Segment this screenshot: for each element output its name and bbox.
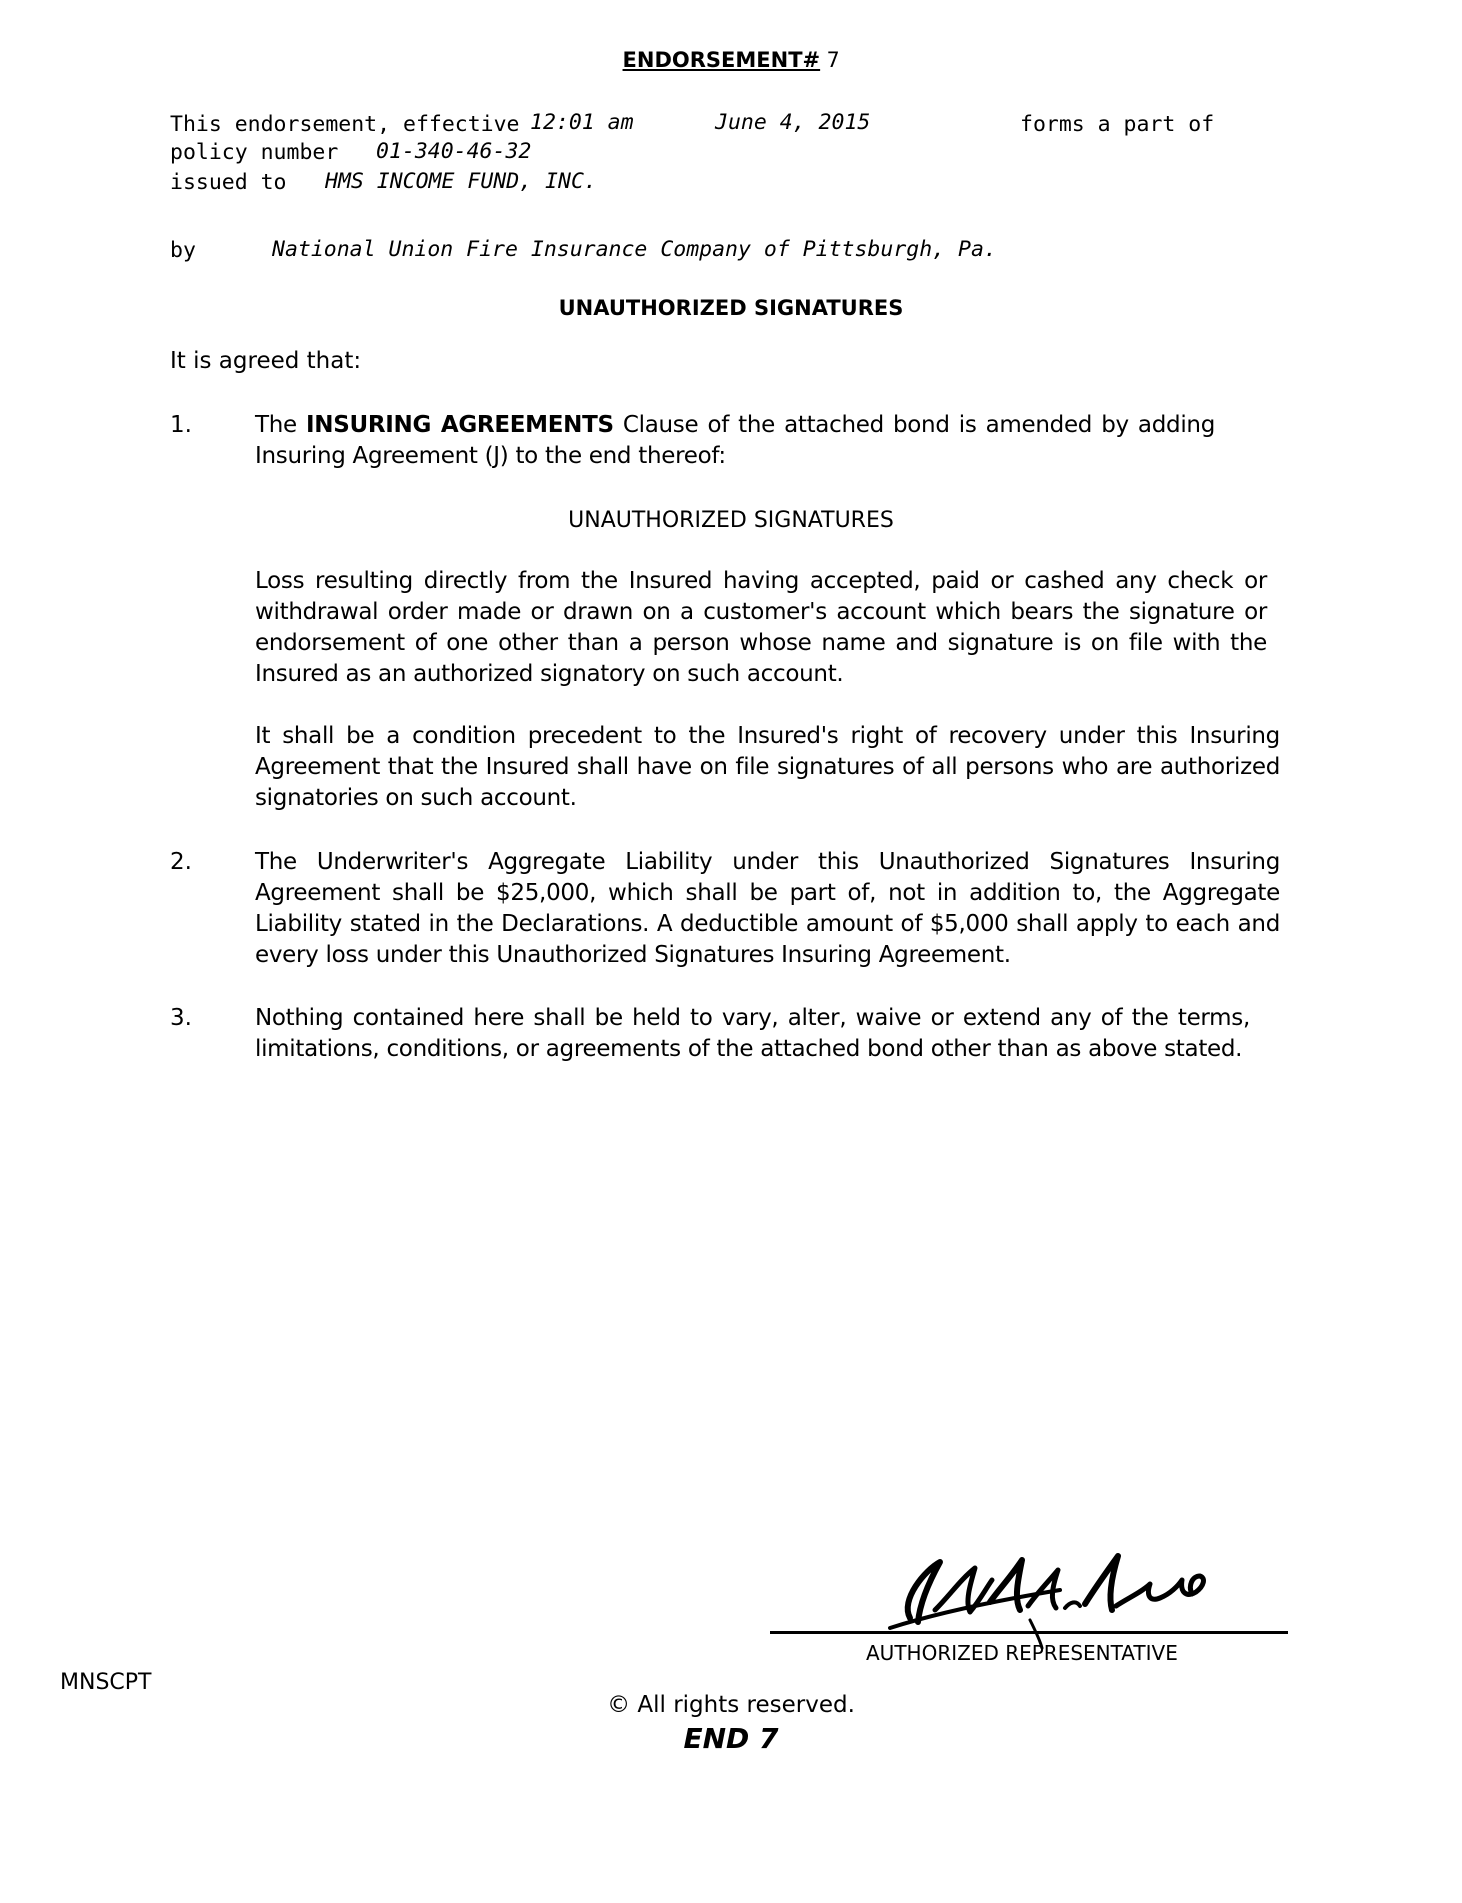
effective-time: 12:01 am <box>530 110 634 135</box>
item-2-text: The Underwriter's Aggregate Liability under this Unauthorized Signatures Insuring Agreement shall be $25,000, which shall be part of, not in addition to, the Aggregate Liability stated in the Declarations. A deductible amount of $5,000 shall apply to each and every loss under this Unauthorized Signatures Insuring Agreement. <box>255 849 1280 968</box>
effective-date: June 4, 2015 <box>715 110 871 135</box>
end-code: END 7 <box>683 1722 779 1755</box>
item-1-text: The INSURING AGREEMENTS Clause of the attached bond is amended by adding Insuring Agreement (J) to the end thereof: <box>255 412 1215 469</box>
rights-notice: © All rights reserved. <box>607 1692 855 1718</box>
insured-name: HMS INCOME FUND, INC. <box>325 169 597 194</box>
effective-prefix: This endorsement, effective <box>170 112 520 137</box>
forms-part-of: forms a part of <box>1020 112 1215 137</box>
by-label: by <box>170 238 196 263</box>
policy-number: 01-340-46-32 <box>376 139 532 164</box>
item-3-number: 3. <box>170 1005 192 1031</box>
signature-line <box>770 1631 1288 1634</box>
item-1-number: 1. <box>170 412 192 438</box>
item-1-paragraph-2: It shall be a condition precedent to the Insured's right of recovery under this Insuring Agreement that the Insured shall have on file signatures of all persons who are authorized signatories on such account. <box>255 723 1280 811</box>
endorsement-label: ENDORSEMENT# <box>622 48 821 72</box>
signature-caption: AUTHORIZED REPRESENTATIVE <box>866 1641 1178 1665</box>
item-2-number: 2. <box>170 849 192 875</box>
form-code: MNSCPT <box>60 1670 152 1695</box>
insurer-name: National Union Fire Insurance Company of Pittsburgh, Pa. <box>272 237 997 262</box>
item-3-text: Nothing contained here shall be held to vary, alter, waive or extend any of the terms, limitations, conditions, or agreements of the attached bond other than as above stated. <box>255 1005 1250 1062</box>
issued-label: issued to <box>170 170 287 195</box>
intro-text: It is agreed that: <box>170 348 362 374</box>
policy-label: policy number <box>170 140 339 165</box>
item-1-paragraph-1: Loss resulting directly from the Insured having accepted, paid or cashed any check or withdrawal order made or drawn on a customer's account which bears the signature or endorsement of one other than a person whose name and signature is on file with the Insured as an authorized signatory on such account. <box>255 568 1267 687</box>
page-title: UNAUTHORIZED SIGNATURES <box>558 296 904 320</box>
endorsement-title <box>0 48 1462 72</box>
insuring-agreement-heading: UNAUTHORIZED SIGNATURES <box>568 508 894 533</box>
endorsement-number: 7 <box>826 48 840 72</box>
